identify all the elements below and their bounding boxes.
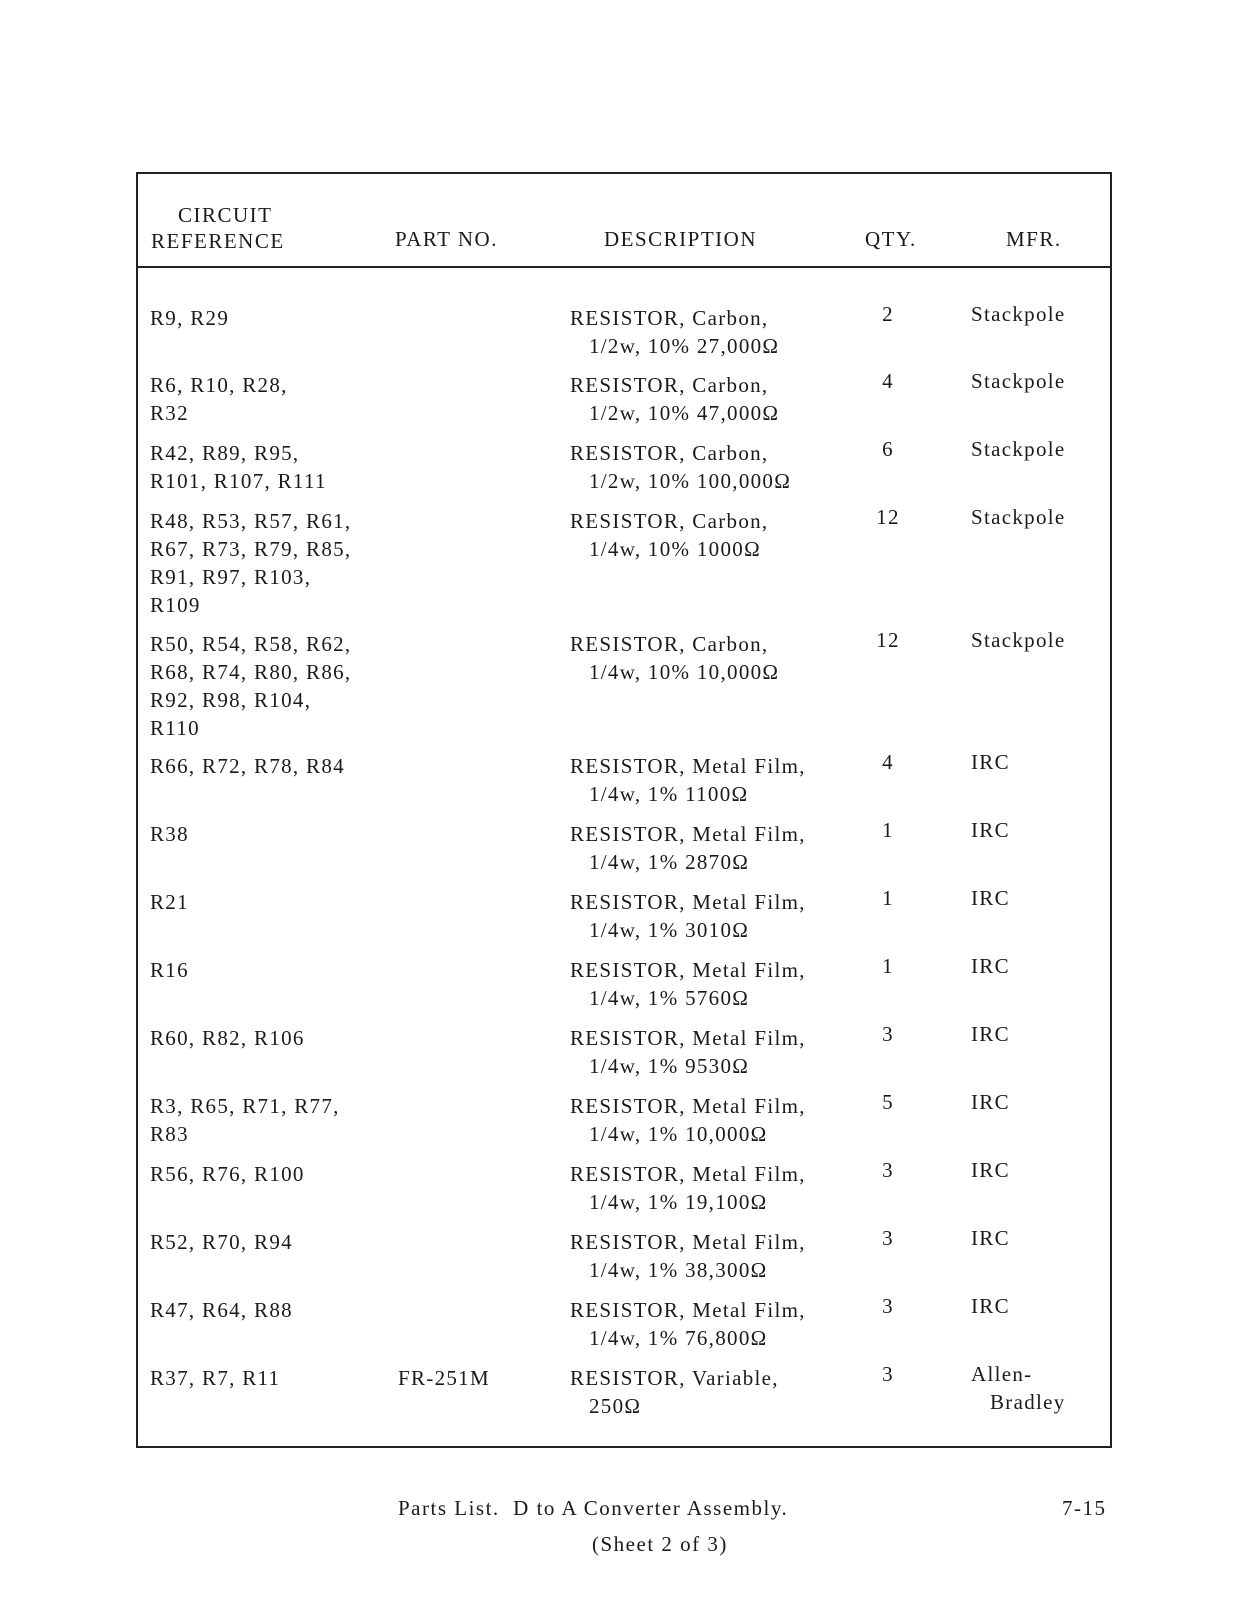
quantity: 6 — [882, 437, 894, 461]
quantity: 12 — [876, 505, 900, 529]
circuit-reference — [150, 371, 288, 427]
description-line: 1/4w, 1% 38,300Ω — [589, 1258, 768, 1282]
quantity: 12 — [876, 628, 900, 652]
description — [570, 371, 779, 427]
manufacturer-line: IRC — [971, 818, 1010, 842]
circuit-reference — [150, 1092, 340, 1148]
description-line: RESISTOR, Metal Film, — [570, 958, 806, 982]
quantity: 3 — [882, 1158, 894, 1182]
circuit-reference-line: R101, R107, R111 — [150, 469, 327, 493]
quantity: 2 — [882, 302, 894, 326]
description — [570, 1364, 779, 1420]
manufacturer-line: IRC — [971, 954, 1010, 978]
circuit-reference-line: R48, R53, R57, R61, — [150, 509, 352, 533]
description-line: 1/2w, 10% 27,000Ω — [589, 334, 780, 358]
circuit-reference-line: R91, R97, R103, — [150, 565, 312, 589]
circuit-reference-line: R60, R82, R106 — [150, 1026, 305, 1050]
manufacturer — [971, 884, 1010, 912]
circuit-reference — [150, 1296, 293, 1324]
quantity: 1 — [882, 886, 894, 910]
description-line: 1/2w, 10% 100,000Ω — [589, 469, 792, 493]
description-line: RESISTOR, Carbon, — [570, 306, 769, 330]
circuit-reference — [150, 888, 189, 916]
quantity: 4 — [882, 750, 894, 774]
manufacturer — [971, 626, 1066, 654]
manufacturer — [971, 1020, 1010, 1048]
manufacturer — [971, 503, 1066, 531]
footer-sheet: (Sheet 2 of 3) — [592, 1532, 728, 1556]
quantity: 3 — [882, 1362, 894, 1386]
circuit-reference-line: R50, R54, R58, R62, — [150, 632, 352, 656]
header-divider — [138, 266, 1110, 268]
manufacturer-line: IRC — [971, 1022, 1010, 1046]
circuit-reference-line: R21 — [150, 890, 189, 914]
manufacturer — [971, 435, 1066, 463]
manufacturer — [971, 1088, 1010, 1116]
manufacturer — [971, 367, 1066, 395]
description — [570, 630, 779, 686]
description — [570, 304, 779, 360]
header-mfr: MFR. — [1006, 227, 1062, 251]
description-line: 1/4w, 10% 10,000Ω — [589, 660, 780, 684]
description — [570, 752, 806, 808]
description — [570, 439, 791, 495]
page-number: 7-15 — [1062, 1496, 1107, 1520]
header-circuit-reference-line2: REFERENCE — [151, 229, 285, 253]
circuit-reference — [150, 1228, 293, 1256]
manufacturer — [971, 1156, 1010, 1184]
header-part-no: PART NO. — [395, 227, 498, 251]
manufacturer-line: IRC — [971, 1226, 1010, 1250]
quantity: 5 — [882, 1090, 894, 1114]
manufacturer-line: IRC — [971, 1090, 1010, 1114]
description-line: 1/4w, 1% 10,000Ω — [589, 1122, 768, 1146]
circuit-reference-line: R109 — [150, 593, 201, 617]
manufacturer — [971, 300, 1066, 328]
description-line: RESISTOR, Metal Film, — [570, 890, 806, 914]
description-line: RESISTOR, Metal Film, — [570, 1298, 806, 1322]
description-line: 1/4w, 1% 5760Ω — [589, 986, 750, 1010]
description — [570, 1092, 806, 1148]
manufacturer-line: Stackpole — [971, 369, 1066, 393]
circuit-reference-line: R3, R65, R71, R77, — [150, 1094, 340, 1118]
description-line: 1/4w, 1% 9530Ω — [589, 1054, 750, 1078]
circuit-reference-line: R92, R98, R104, — [150, 688, 312, 712]
circuit-reference-line: R68, R74, R80, R86, — [150, 660, 352, 684]
circuit-reference — [150, 820, 189, 848]
circuit-reference — [150, 439, 327, 495]
description — [570, 956, 806, 1012]
manufacturer — [971, 816, 1010, 844]
description-line: RESISTOR, Metal Film, — [570, 1094, 806, 1118]
circuit-reference-line: R37, R7, R11 — [150, 1366, 281, 1390]
circuit-reference — [150, 1024, 305, 1052]
circuit-reference-line: R67, R73, R79, R85, — [150, 537, 352, 561]
description — [570, 1160, 806, 1216]
circuit-reference-line: R56, R76, R100 — [150, 1162, 305, 1186]
quantity: 3 — [882, 1226, 894, 1250]
description — [570, 820, 806, 876]
manufacturer — [971, 1360, 1066, 1416]
description-line: 1/4w, 1% 19,100Ω — [589, 1190, 768, 1214]
description-line: RESISTOR, Metal Film, — [570, 822, 806, 846]
description-line: 1/4w, 1% 76,800Ω — [589, 1326, 768, 1350]
circuit-reference — [150, 630, 351, 742]
circuit-reference-line: R6, R10, R28, — [150, 373, 288, 397]
manufacturer-line: IRC — [971, 886, 1010, 910]
circuit-reference-line: R66, R72, R78, R84 — [150, 754, 345, 778]
circuit-reference-line: R32 — [150, 401, 189, 425]
quantity: 3 — [882, 1022, 894, 1046]
parts-list-table — [136, 172, 1112, 1448]
quantity: 3 — [882, 1294, 894, 1318]
circuit-reference-line: R52, R70, R94 — [150, 1230, 293, 1254]
description — [570, 1228, 806, 1284]
description-line: 1/4w, 1% 3010Ω — [589, 918, 750, 942]
circuit-reference-line: R16 — [150, 958, 189, 982]
description-line: RESISTOR, Metal Film, — [570, 1026, 806, 1050]
description-line: RESISTOR, Metal Film, — [570, 754, 806, 778]
manufacturer-line: Stackpole — [971, 437, 1066, 461]
description-line: 1/2w, 10% 47,000Ω — [589, 401, 780, 425]
manufacturer-line: Allen- — [971, 1362, 1033, 1386]
circuit-reference-line: R9, R29 — [150, 306, 230, 330]
description-line: RESISTOR, Metal Film, — [570, 1230, 806, 1254]
header-description: DESCRIPTION — [604, 227, 758, 251]
manufacturer-line: IRC — [971, 1158, 1010, 1182]
circuit-reference — [150, 752, 345, 780]
circuit-reference — [150, 956, 189, 984]
manufacturer-line: IRC — [971, 1294, 1010, 1318]
description-line: 250Ω — [589, 1394, 642, 1418]
description-line: RESISTOR, Variable, — [570, 1366, 779, 1390]
header-qty: QTY. — [865, 227, 917, 251]
manufacturer — [971, 1224, 1010, 1252]
quantity: 1 — [882, 954, 894, 978]
manufacturer — [971, 952, 1010, 980]
circuit-reference-line: R83 — [150, 1122, 189, 1146]
description-line: RESISTOR, Carbon, — [570, 441, 769, 465]
description — [570, 507, 768, 563]
circuit-reference — [150, 1160, 305, 1188]
manufacturer-line: IRC — [971, 750, 1010, 774]
manufacturer-line: Stackpole — [971, 505, 1066, 529]
description-line: 1/4w, 1% 2870Ω — [589, 850, 750, 874]
description-line: RESISTOR, Metal Film, — [570, 1162, 806, 1186]
circuit-reference-line: R38 — [150, 822, 189, 846]
quantity: 1 — [882, 818, 894, 842]
header-circuit-reference-line1: CIRCUIT — [178, 203, 273, 227]
description-line: RESISTOR, Carbon, — [570, 509, 769, 533]
manufacturer — [971, 1292, 1010, 1320]
manufacturer-line: Bradley — [990, 1390, 1066, 1414]
circuit-reference — [150, 1364, 280, 1392]
description-line: 1/4w, 10% 1000Ω — [589, 537, 761, 561]
description — [570, 1024, 806, 1080]
circuit-reference-line: R47, R64, R88 — [150, 1298, 293, 1322]
manufacturer-line: Stackpole — [971, 302, 1066, 326]
part-number: FR-251M — [398, 1366, 490, 1390]
description-line: 1/4w, 1% 1100Ω — [589, 782, 749, 806]
description — [570, 888, 806, 944]
circuit-reference-line: R110 — [150, 716, 200, 740]
footer-caption: Parts List. D to A Converter Assembly. — [398, 1496, 789, 1520]
circuit-reference-line: R42, R89, R95, — [150, 441, 300, 465]
description-line: RESISTOR, Carbon, — [570, 632, 769, 656]
description — [570, 1296, 806, 1352]
manufacturer-line: Stackpole — [971, 628, 1066, 652]
circuit-reference — [150, 304, 229, 332]
quantity: 4 — [882, 369, 894, 393]
circuit-reference — [150, 507, 351, 619]
description-line: RESISTOR, Carbon, — [570, 373, 769, 397]
manufacturer — [971, 748, 1010, 776]
